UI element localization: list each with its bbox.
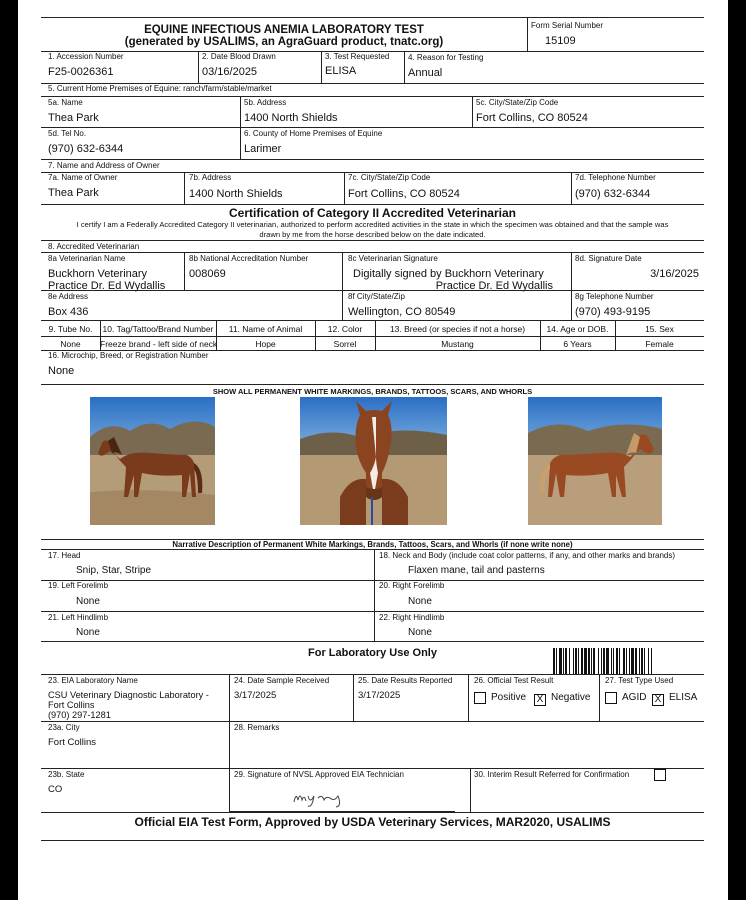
county-value: Larimer <box>244 143 282 155</box>
vet-signature-label: 8c Veterinarian Signature <box>348 254 438 263</box>
horse-photo-front <box>300 397 447 525</box>
vet-address-label: 8e Address <box>48 292 89 301</box>
date-received-label: 24. Date Sample Received <box>234 676 330 685</box>
vet-city-value: Wellington, CO 80549 <box>348 306 456 318</box>
owner-name-value: Thea Park <box>48 187 99 199</box>
right-forelimb-value: None <box>408 596 432 607</box>
premises-heading: 5. Current Home Premises of Equine: ranch/farm/stable/market <box>48 84 272 93</box>
nan-value: 008069 <box>189 268 226 280</box>
right-hindlimb-value: None <box>408 627 432 638</box>
premises-name-label: 5a. Name <box>48 98 83 107</box>
lab-name-value: CSU Veterinary Diagnostic Laboratory - Fort Collins (970) 297-1281 <box>48 690 209 720</box>
animal-name-header: 11. Name of Animal <box>228 324 303 334</box>
tag-value: Freeze brand - left side of neck <box>100 339 218 349</box>
footer-text: Official EIA Test Form, Approved by USDA Veterinary Services, MAR2020, USALIMS <box>134 815 611 829</box>
lab-city-value: Fort Collins <box>48 737 97 748</box>
microchip-value: None <box>48 365 75 377</box>
premises-tel-value: (970) 632-6344 <box>48 143 124 155</box>
serial-label: Form Serial Number <box>531 21 604 30</box>
certification-text: I certify I am a Federally Accredited Category II veterinarian, authorized to perform accredited activities in the state in which the specimen was obtained and that the sample was drawn by me from the horse described below on the date indicated. <box>76 220 669 239</box>
technician-signature-label: 29. Signature of NVSL Approved EIA Technician <box>234 770 404 779</box>
elisa-checkbox[interactable]: X <box>652 694 664 706</box>
reason-value: Annual <box>408 67 443 79</box>
vet-signature-value: Digitally signed by Buckhorn Veterinary Practice Dr. Ed Wydallis <box>353 268 553 292</box>
date-reported-value: 3/17/2025 <box>358 690 401 701</box>
vet-address-value: Box 436 <box>48 306 89 318</box>
vet-heading: 8. Accredited Veterinarian <box>48 242 140 251</box>
vet-city-label: 8f City/State/Zip <box>348 292 405 301</box>
lab-name-label: 23. EIA Laboratory Name <box>48 676 138 685</box>
color-header: 12. Color <box>327 324 363 334</box>
date-received-value: 3/17/2025 <box>234 690 277 701</box>
agid-label: AGID <box>622 692 647 703</box>
tube-value: None <box>60 339 81 349</box>
sex-value: Female <box>645 339 674 349</box>
narrative-heading: Narrative Description of Permanent White Markings, Brands, Tattoos, Scars, and Whorls (if none write none) <box>172 540 573 549</box>
head-value: Snip, Star, Stripe <box>76 565 152 576</box>
microchip-label: 16. Microchip, Breed, or Registration Number <box>48 351 209 360</box>
vet-name-label: 8a Veterinarian Name <box>48 254 126 263</box>
left-hindlimb-value: None <box>76 627 100 638</box>
tag-header: 10. Tag/Tattoo/Brand Number <box>102 324 214 334</box>
accession-label: 1. Accession Number <box>48 52 124 61</box>
barcode <box>553 648 699 674</box>
age-header: 14. Age or DOB. <box>546 324 609 334</box>
owner-name-label: 7a. Name of Owner <box>48 173 118 182</box>
breed-value: Mustang <box>441 339 474 349</box>
eia-test-form <box>18 0 728 900</box>
lab-state-value: CO <box>48 784 63 795</box>
date-drawn-label: 2. Date Blood Drawn <box>202 52 276 61</box>
right-hindlimb-label: 22. Right Hindlimb <box>379 613 445 622</box>
accession-value: F25-0026361 <box>48 66 114 78</box>
lab-heading: For Laboratory Use Only <box>308 647 437 659</box>
head-label: 17. Head <box>48 551 81 560</box>
technician-signature <box>290 786 356 808</box>
positive-label: Positive <box>491 692 527 703</box>
lab-city-label: 23a. City <box>48 723 80 732</box>
neck-value: Flaxen mane, tail and pasterns <box>408 565 545 576</box>
horse-photo-left <box>90 397 215 525</box>
lab-state-label: 23b. State <box>48 770 85 779</box>
tube-header: 9. Tube No. <box>48 324 93 334</box>
signature-date-label: 8d. Signature Date <box>575 254 642 263</box>
test-requested-value: ELISA <box>325 65 357 77</box>
premises-city-label: 5c. City/State/Zip Code <box>476 98 559 107</box>
premises-city-value: Fort Collins, CO 80524 <box>476 112 588 124</box>
animal-name-value: Hope <box>255 339 276 349</box>
county-label: 6. County of Home Premises of Equine <box>244 129 383 138</box>
negative-checkbox[interactable]: X <box>534 694 546 706</box>
age-value: 6 Years <box>563 339 592 349</box>
premises-address-label: 5b. Address <box>244 98 287 107</box>
owner-tel-value: (970) 632-6344 <box>575 188 651 200</box>
reason-label: 4. Reason for Testing <box>408 53 484 62</box>
color-value: Sorrel <box>333 339 357 349</box>
neck-label: 18. Neck and Body (include coat color patterns, if any, and other marks and brands) <box>379 551 676 560</box>
owner-address-value: 1400 North Shields <box>189 188 283 200</box>
horse-photo-right <box>528 397 662 525</box>
vet-tel-value: (970) 493-9195 <box>575 306 651 318</box>
photos-heading: SHOW ALL PERMANENT WHITE MARKINGS, BRANDS, TATTOOS, SCARS, AND WHORLS <box>212 387 533 396</box>
interim-checkbox[interactable] <box>654 769 666 781</box>
serial-value: 15109 <box>545 35 576 47</box>
nan-label: 8b National Accreditation Number <box>189 254 309 263</box>
right-forelimb-label: 20. Right Forelimb <box>379 581 445 590</box>
premises-tel-label: 5d. Tel No. <box>48 129 87 138</box>
premises-name-value: Thea Park <box>48 112 99 124</box>
sex-header: 15. Sex <box>645 324 674 334</box>
owner-city-label: 7c. City/State/Zip Code <box>348 173 431 182</box>
form-title: EQUINE INFECTIOUS ANEMIA LABORATORY TEST (generated by USALIMS, an AgraGuard product, tnatc.org) <box>124 24 444 48</box>
test-requested-label: 3. Test Requested <box>325 52 390 61</box>
positive-checkbox[interactable] <box>474 692 486 704</box>
breed-header: 13. Breed (or species if not a horse) <box>389 324 526 334</box>
premises-address-value: 1400 North Shields <box>244 112 338 124</box>
official-result-label: 26. Official Test Result <box>474 676 554 685</box>
date-reported-label: 25. Date Results Reported <box>358 676 453 685</box>
test-type-label: 27. Test Type Used <box>605 676 674 685</box>
owner-tel-label: 7d. Telephone Number <box>575 173 656 182</box>
interim-result-label: 30. Interim Result Referred for Confirmation <box>474 770 630 779</box>
agid-checkbox[interactable] <box>605 692 617 704</box>
vet-name-value: Buckhorn Veterinary Practice Dr. Ed Wydallis <box>48 268 166 292</box>
remarks-label: 28. Remarks <box>234 723 280 732</box>
left-forelimb-value: None <box>76 596 100 607</box>
vet-tel-label: 8g Telephone Number <box>575 292 654 301</box>
owner-address-label: 7b. Address <box>189 173 232 182</box>
owner-heading: 7. Name and Address of Owner <box>48 161 160 170</box>
left-forelimb-label: 19. Left Forelimb <box>48 581 109 590</box>
date-drawn-value: 03/16/2025 <box>202 66 258 78</box>
elisa-label: ELISA <box>669 692 698 703</box>
negative-label: Negative <box>551 692 591 703</box>
owner-city-value: Fort Collins, CO 80524 <box>348 188 460 200</box>
certification-title: Certification of Category II Accredited Veterinarian <box>229 206 516 220</box>
signature-date-value: 3/16/2025 <box>650 268 699 280</box>
left-hindlimb-label: 21. Left Hindlimb <box>48 613 109 622</box>
